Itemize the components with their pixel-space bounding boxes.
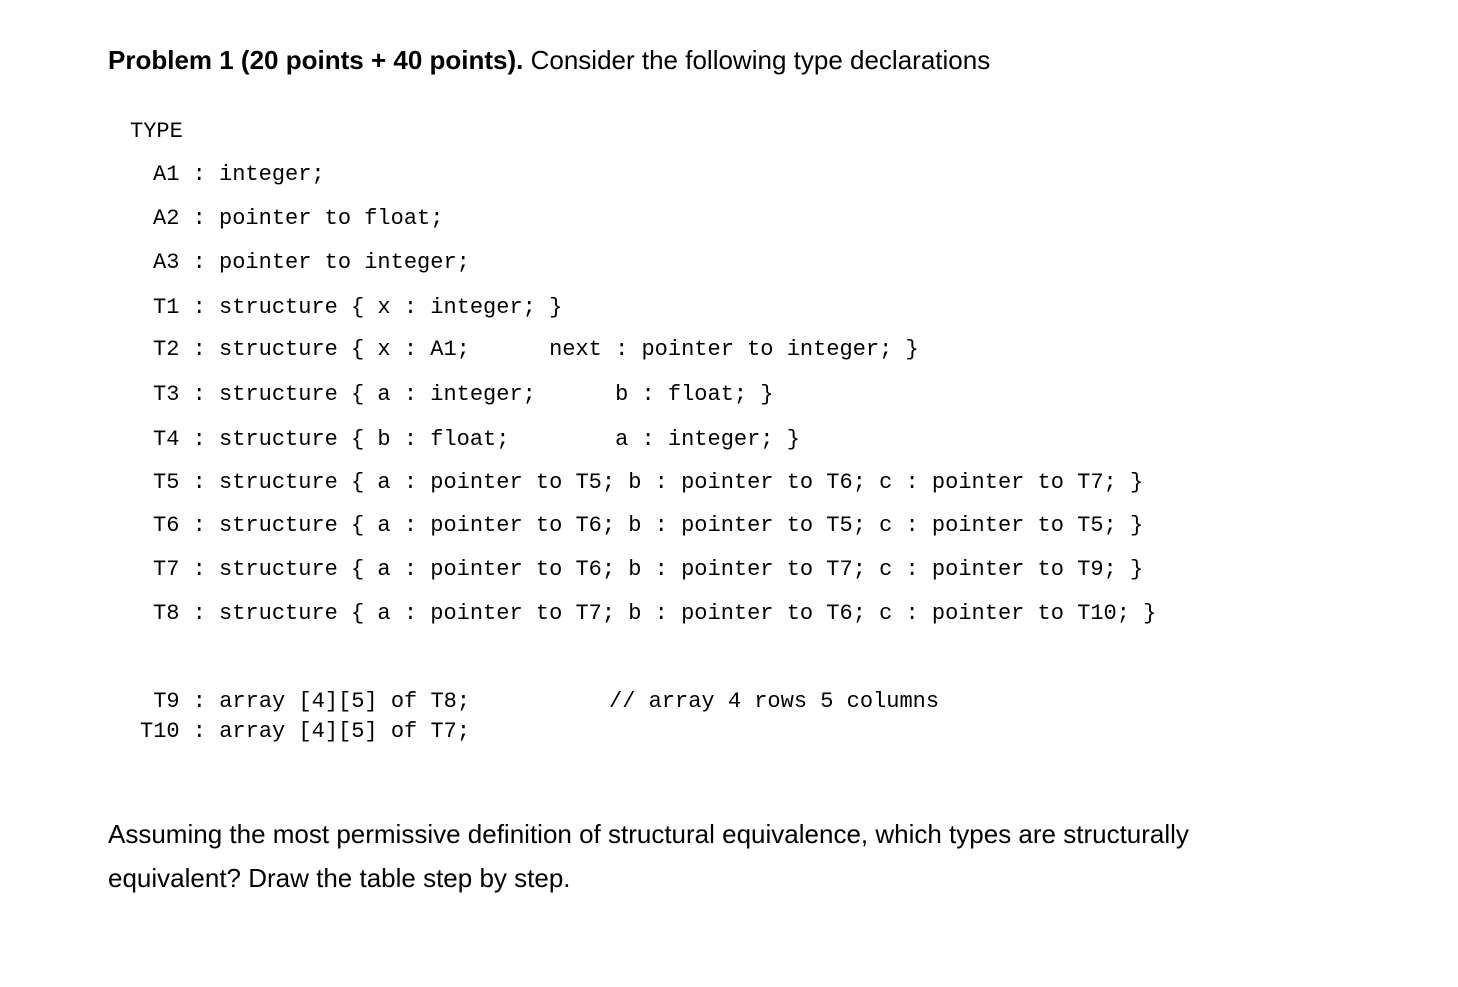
code-line-t1: T1 : structure { x : integer; } xyxy=(153,295,563,320)
code-line-a1: A1 : integer; xyxy=(153,162,325,187)
code-line-t4: T4 : structure { b : float; a : integer; } xyxy=(153,427,800,452)
type-keyword: TYPE xyxy=(130,119,183,144)
code-line-t2: T2 : structure { x : A1; next : pointer to integer; } xyxy=(153,337,919,362)
problem-heading-bold: Problem 1 (20 points + 40 points). xyxy=(108,45,524,75)
problem-heading-text: Consider the following type declarations xyxy=(523,45,991,75)
code-line-a2: A2 : pointer to float; xyxy=(153,206,444,231)
code-line-t9: T9 : array [4][5] of T8; xyxy=(140,689,471,714)
question-text: Assuming the most permissive definition of structural equivalence, which types are structurally equivalent? Draw the table step by step. xyxy=(108,819,1189,893)
code-line-a3: A3 : pointer to integer; xyxy=(153,250,470,275)
problem-heading xyxy=(108,42,990,78)
code-line-t6: T6 : structure { a : pointer to T6; b : pointer to T5; c : pointer to T5; } xyxy=(153,513,1144,538)
code-line-t5: T5 : structure { a : pointer to T5; b : pointer to T6; c : pointer to T7; } xyxy=(153,470,1144,495)
code-line-t3: T3 : structure { a : integer; b : float; } xyxy=(153,382,774,407)
code-line-t8: T8 : structure { a : pointer to T7; b : pointer to T6; c : pointer to T10; } xyxy=(153,601,1157,626)
code-line-t10: T10 : array [4][5] of T7; xyxy=(140,719,471,744)
code-line-t7: T7 : structure { a : pointer to T6; b : pointer to T7; c : pointer to T9; } xyxy=(153,557,1144,582)
code-comment-t9: // array 4 rows 5 columns xyxy=(609,689,940,714)
